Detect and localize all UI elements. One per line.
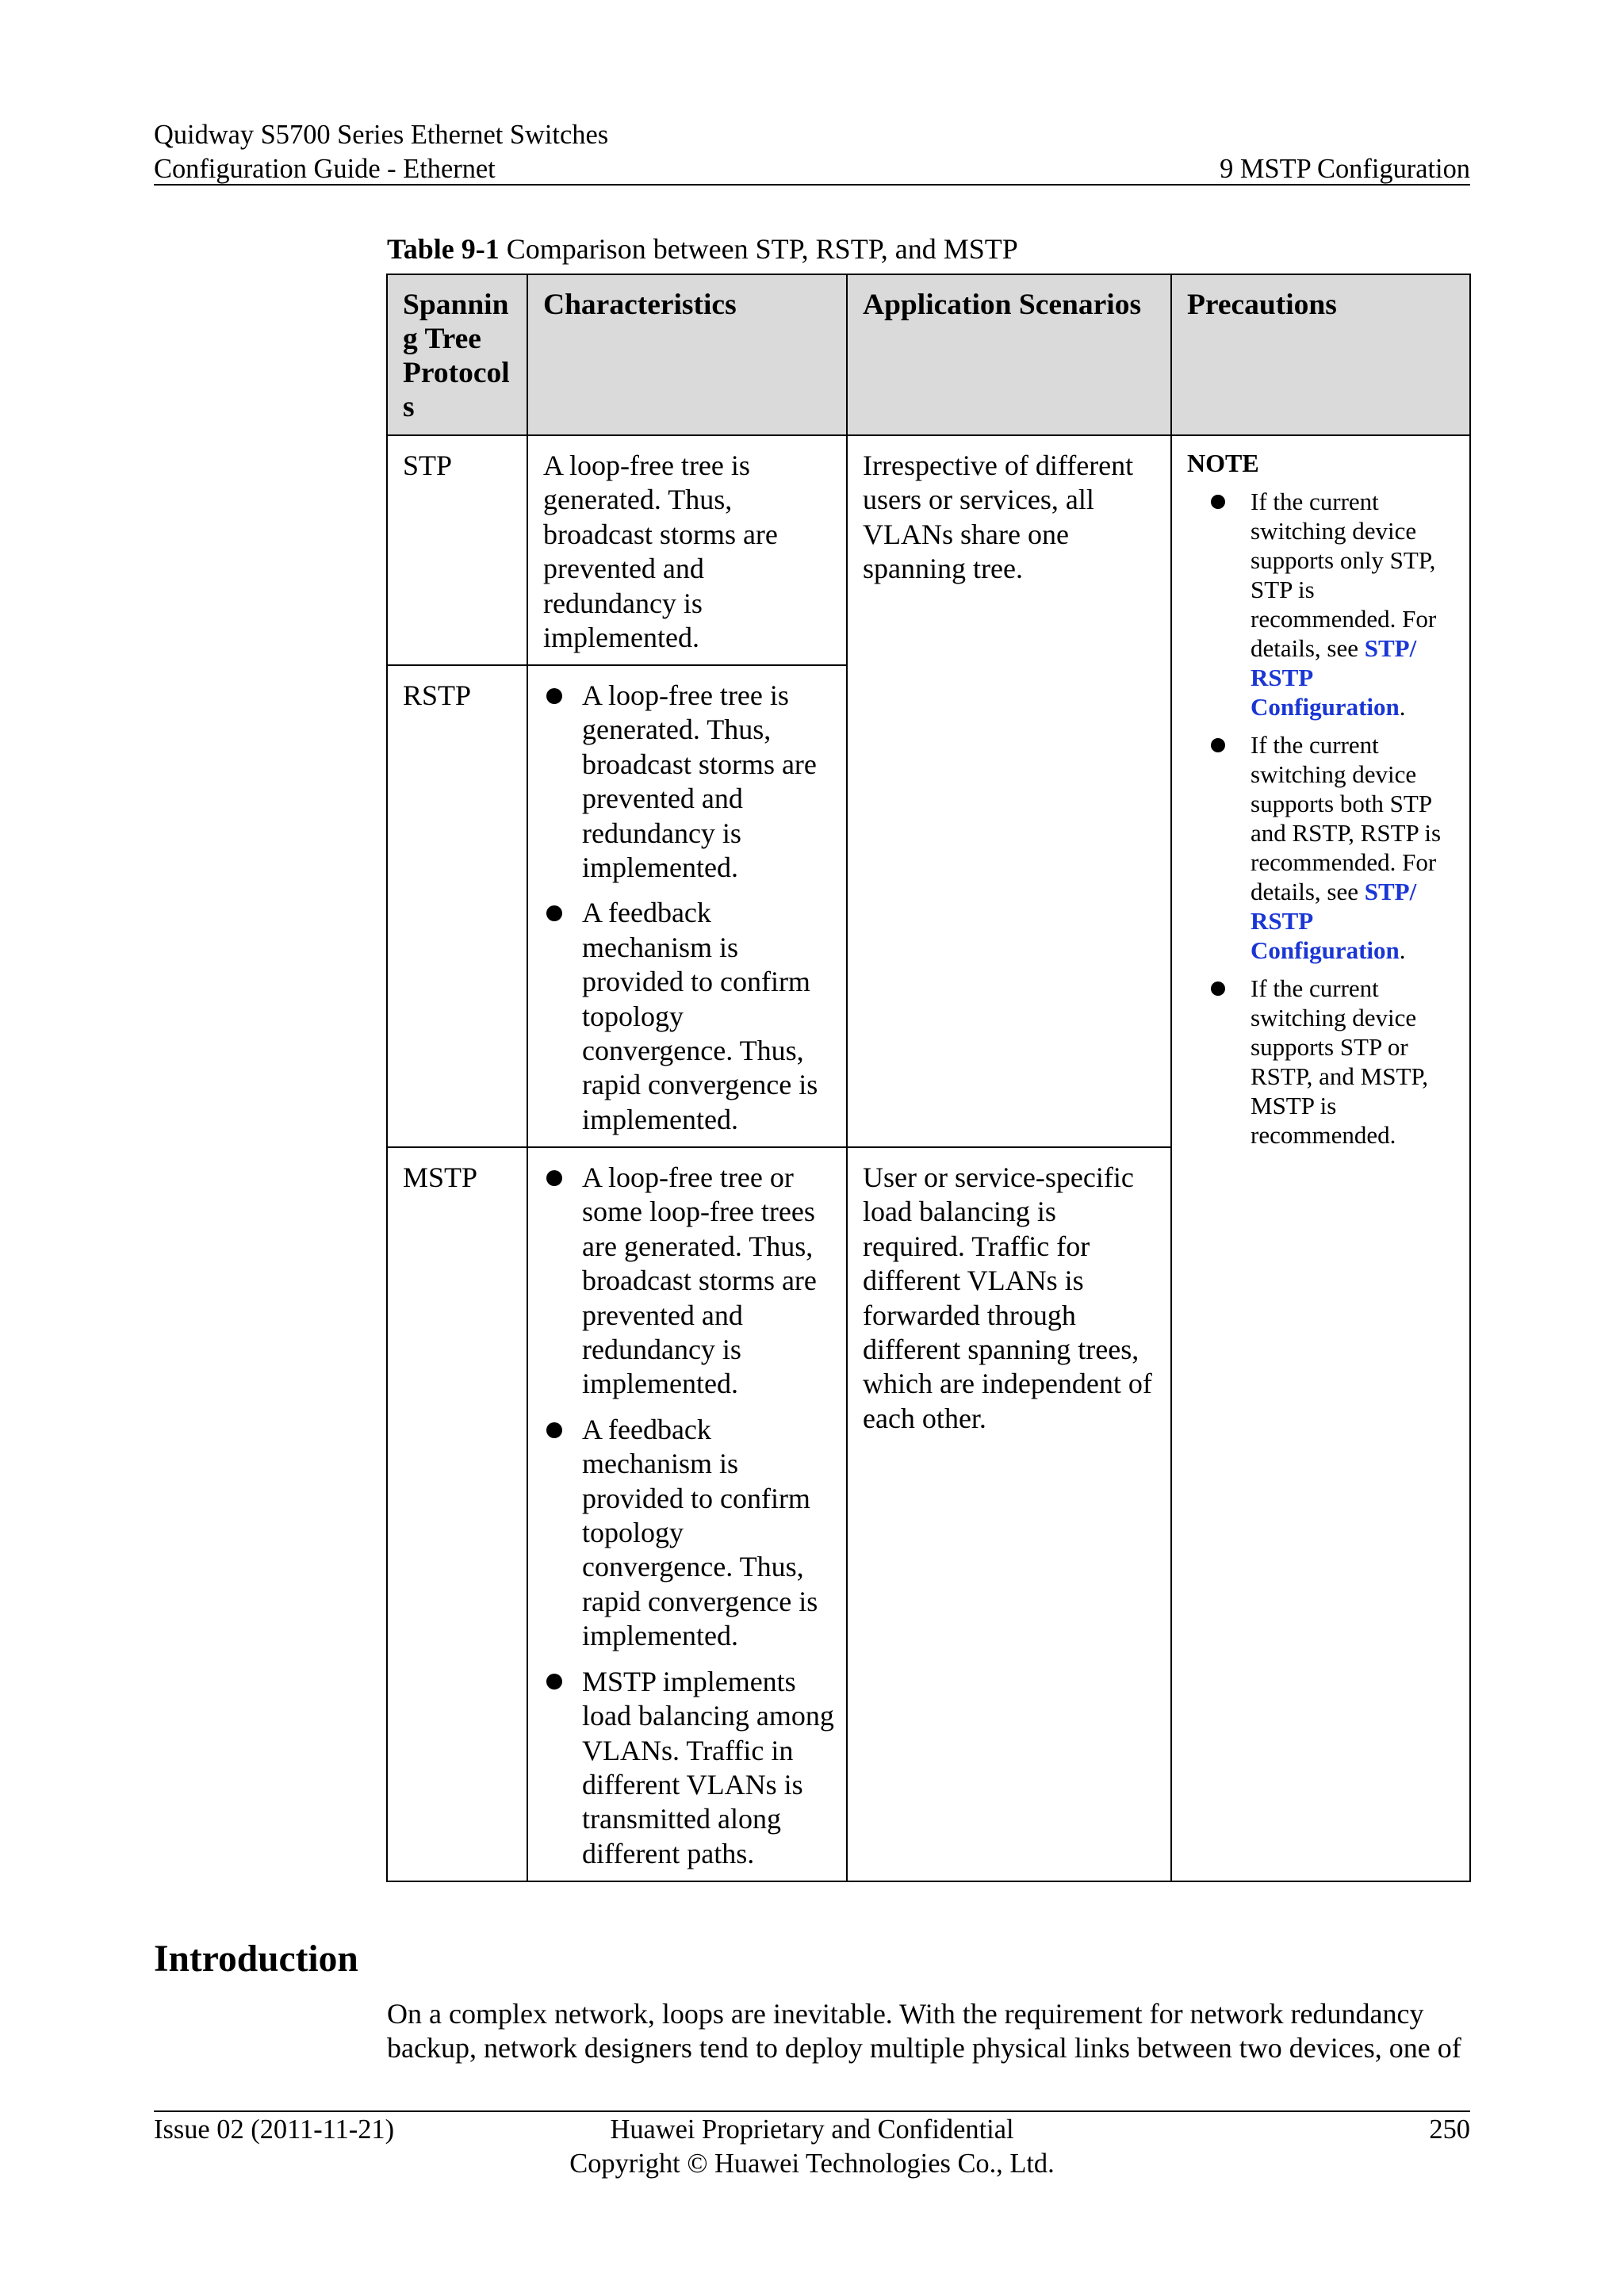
bullet-icon (1211, 495, 1225, 509)
table-caption-label: Table 9-1 (387, 232, 500, 265)
text-line: switching device (1251, 517, 1417, 545)
text-line: provided to confirm (582, 966, 810, 998)
text-line: generated. Thus, (543, 484, 733, 516)
page-number: 250 (1429, 2114, 1470, 2145)
text-line: different spanning trees, (863, 1334, 1139, 1366)
stp-characteristics-cell (528, 436, 846, 664)
column-header-label: Application Scenarios (863, 288, 1142, 321)
text-line (1251, 633, 1461, 663)
text-line (1251, 906, 1461, 936)
text-line: implemented. (543, 622, 699, 654)
bullet-list (543, 679, 838, 1137)
cross-reference-link[interactable]: Configuration (1251, 936, 1400, 964)
text-line: RSTP, and MSTP, (1251, 1062, 1428, 1090)
cross-reference-link[interactable]: Configuration (1251, 693, 1400, 721)
text-line: VLANs. Traffic in (582, 1734, 794, 1766)
text-line: redundancy is (543, 587, 703, 619)
text-line: supports both STP (1251, 790, 1433, 817)
text-line: forwarded through (863, 1299, 1076, 1331)
text-line: If the current (1251, 731, 1379, 759)
mstp-application-scenarios-cell (848, 1148, 1170, 1881)
table-caption (387, 232, 1018, 266)
text-line: VLANs share one (863, 518, 1069, 550)
bullet-text (582, 1665, 838, 1871)
stp-protocol-cell (388, 436, 527, 664)
text-line: User or service-specific (863, 1161, 1134, 1193)
chapter-title: 9 MSTP Configuration (1220, 153, 1470, 184)
bullet-item (543, 1665, 838, 1871)
text-line: and RSTP, RSTP is (1251, 819, 1442, 847)
column-header-label: Precautions (1187, 288, 1337, 321)
note-block (1187, 449, 1461, 1150)
bullet-text (582, 679, 838, 885)
text-line: each other. (863, 1402, 986, 1434)
protocol-name: RSTP (403, 679, 472, 711)
column-header-characteristics (528, 275, 846, 434)
text-line: A feedback (582, 1413, 711, 1445)
text-line: load balancing is (863, 1196, 1056, 1228)
text-line: MSTP implements (582, 1665, 796, 1697)
issue-label: Issue 02 (2011-11-21) (154, 2114, 395, 2145)
text-line: different paths. (582, 1837, 755, 1869)
text-line: redundancy is (582, 817, 741, 849)
bullet-item (543, 896, 838, 1137)
text-line (1251, 663, 1461, 692)
text-line: rapid convergence is (582, 1585, 818, 1617)
bullet-item (543, 679, 838, 885)
column-header-label: Characteristics (543, 288, 737, 321)
bullet-icon (546, 1422, 562, 1438)
text-line: convergence. Thus, (582, 1035, 804, 1067)
bullet-icon (546, 905, 562, 921)
text-line: are generated. Thus, (582, 1230, 814, 1262)
text-line: implemented. (582, 1368, 738, 1400)
text-line: topology (582, 1000, 684, 1032)
introduction-paragraph (387, 1997, 1461, 2066)
bullet-text (1251, 487, 1461, 721)
text-line: recommended. (1251, 1121, 1396, 1149)
footer-rule (154, 2110, 1470, 2112)
page-header (154, 118, 1470, 186)
bullet-item (1187, 730, 1461, 965)
text-line: broadcast storms are (543, 518, 778, 550)
text-line: broadcast storms are (582, 1265, 817, 1297)
cross-reference-link[interactable]: STP/ (1364, 634, 1417, 662)
stp-rstp-application-scenarios-cell (848, 436, 1170, 1146)
comparison-table (386, 274, 1471, 1882)
header-rule (154, 184, 1470, 186)
cross-reference-link[interactable]: RSTP (1251, 664, 1314, 691)
text-line: provided to confirm (582, 1482, 810, 1514)
cross-reference-link[interactable]: RSTP (1251, 907, 1314, 935)
bullet-item (1187, 487, 1461, 721)
text-line: If the current (1251, 488, 1379, 515)
text-line: A loop-free tree is (543, 450, 750, 481)
text-line: A feedback (582, 897, 711, 929)
protocol-name: STP (403, 450, 453, 481)
cross-reference-link[interactable]: STP/ (1364, 878, 1417, 905)
bullet-text (582, 1161, 838, 1402)
text-line: redundancy is (582, 1334, 741, 1366)
bullet-item (543, 1413, 838, 1654)
note-label: NOTE (1187, 449, 1259, 477)
text-segment: details, see (1251, 878, 1365, 905)
mstp-characteristics-cell (528, 1148, 846, 1881)
bullet-icon (546, 1170, 562, 1186)
footer-row (154, 2113, 1470, 2147)
text-line: s (403, 390, 415, 423)
text-line: STP is (1251, 576, 1315, 603)
text-line: convergence. Thus, (582, 1551, 804, 1583)
section-heading: Introduction (154, 1938, 358, 1980)
footer-row (154, 2147, 1470, 2181)
bullet-item (543, 1161, 838, 1402)
text-line: required. Traffic for (863, 1230, 1090, 1262)
text-line: some loop-free trees (582, 1196, 815, 1228)
text-line: implemented. (582, 1620, 738, 1652)
text-line: prevented and (543, 553, 704, 585)
text-line: Spannin (403, 288, 509, 321)
guide-title: Configuration Guide - Ethernet (154, 153, 496, 184)
text-line: mechanism is (582, 931, 738, 963)
rstp-protocol-cell (388, 666, 527, 1146)
bullet-icon (1211, 738, 1225, 752)
product-title: Quidway S5700 Series Ethernet Switches (154, 120, 609, 150)
text-line: prevented and (582, 783, 743, 815)
bullet-icon (546, 1674, 562, 1689)
text-line: On a complex network, loops are inevitable. With the requirement for network redundancy (387, 1998, 1424, 2030)
column-header-protocol (388, 275, 527, 434)
text-line: switching device (1251, 1004, 1417, 1031)
text-line: prevented and (582, 1299, 743, 1331)
text-line: different VLANs is (582, 1768, 803, 1800)
text-line: Irrespective of different (863, 450, 1134, 481)
bullet-text (1251, 974, 1461, 1150)
text-line: topology (582, 1517, 684, 1549)
column-header-application-scenarios (848, 275, 1170, 434)
text-line: spanning tree. (863, 553, 1023, 585)
bullet-list (543, 1161, 838, 1871)
text-line: generated. Thus, (582, 714, 772, 746)
text-segment: . (1399, 693, 1406, 721)
text-line: transmitted along (582, 1803, 781, 1835)
text-segment: . (1399, 936, 1406, 964)
protocol-name: MSTP (403, 1161, 478, 1193)
bullet-icon (546, 688, 562, 704)
text-line: supports STP or (1251, 1033, 1408, 1061)
text-line: switching device (1251, 760, 1417, 788)
text-line: broadcast storms are (582, 748, 817, 780)
rstp-characteristics-cell (528, 666, 846, 1146)
column-header-precautions (1172, 275, 1469, 434)
text-line: A loop-free tree or (582, 1161, 794, 1193)
text-line: A loop-free tree is (582, 679, 789, 711)
text-line (1251, 877, 1461, 906)
text-line: MSTP is (1251, 1092, 1337, 1119)
mstp-protocol-cell (388, 1148, 527, 1881)
text-line: implemented. (582, 851, 738, 884)
text-line: which are independent of (863, 1368, 1152, 1400)
text-line (1251, 692, 1461, 721)
text-line: different VLANs is (863, 1265, 1084, 1297)
text-line: If the current (1251, 974, 1379, 1002)
copyright-label: Copyright © Huawei Technologies Co., Ltd. (569, 2148, 1055, 2179)
precautions-cell (1172, 436, 1469, 1881)
bullet-icon (1211, 982, 1225, 996)
text-line (1251, 936, 1461, 965)
note-list (1187, 487, 1461, 1150)
bullet-text (1251, 730, 1461, 965)
text-line: g Tree (403, 322, 481, 355)
text-line: backup, network designers tend to deploy multiple physical links between two devices, one of (387, 2032, 1461, 2064)
text-line: mechanism is (582, 1448, 738, 1480)
text-segment: details, see (1251, 634, 1365, 662)
text-line: supports only STP, (1251, 546, 1436, 574)
text-line: Protocol (403, 356, 510, 389)
text-line: load balancing among (582, 1700, 834, 1732)
bullet-item (1187, 974, 1461, 1150)
text-line: recommended. For (1251, 605, 1437, 633)
table-caption-title: Comparison between STP, RSTP, and MSTP (506, 232, 1018, 265)
text-line: users or services, all (863, 484, 1094, 516)
text-line: recommended. For (1251, 848, 1437, 876)
bullet-text (582, 896, 838, 1137)
text-line: rapid convergence is (582, 1069, 818, 1101)
page-footer (154, 2113, 1470, 2180)
bullet-text (582, 1413, 838, 1654)
text-line: implemented. (582, 1103, 738, 1135)
confidentiality-label: Huawei Proprietary and Confidential (610, 2114, 1014, 2145)
